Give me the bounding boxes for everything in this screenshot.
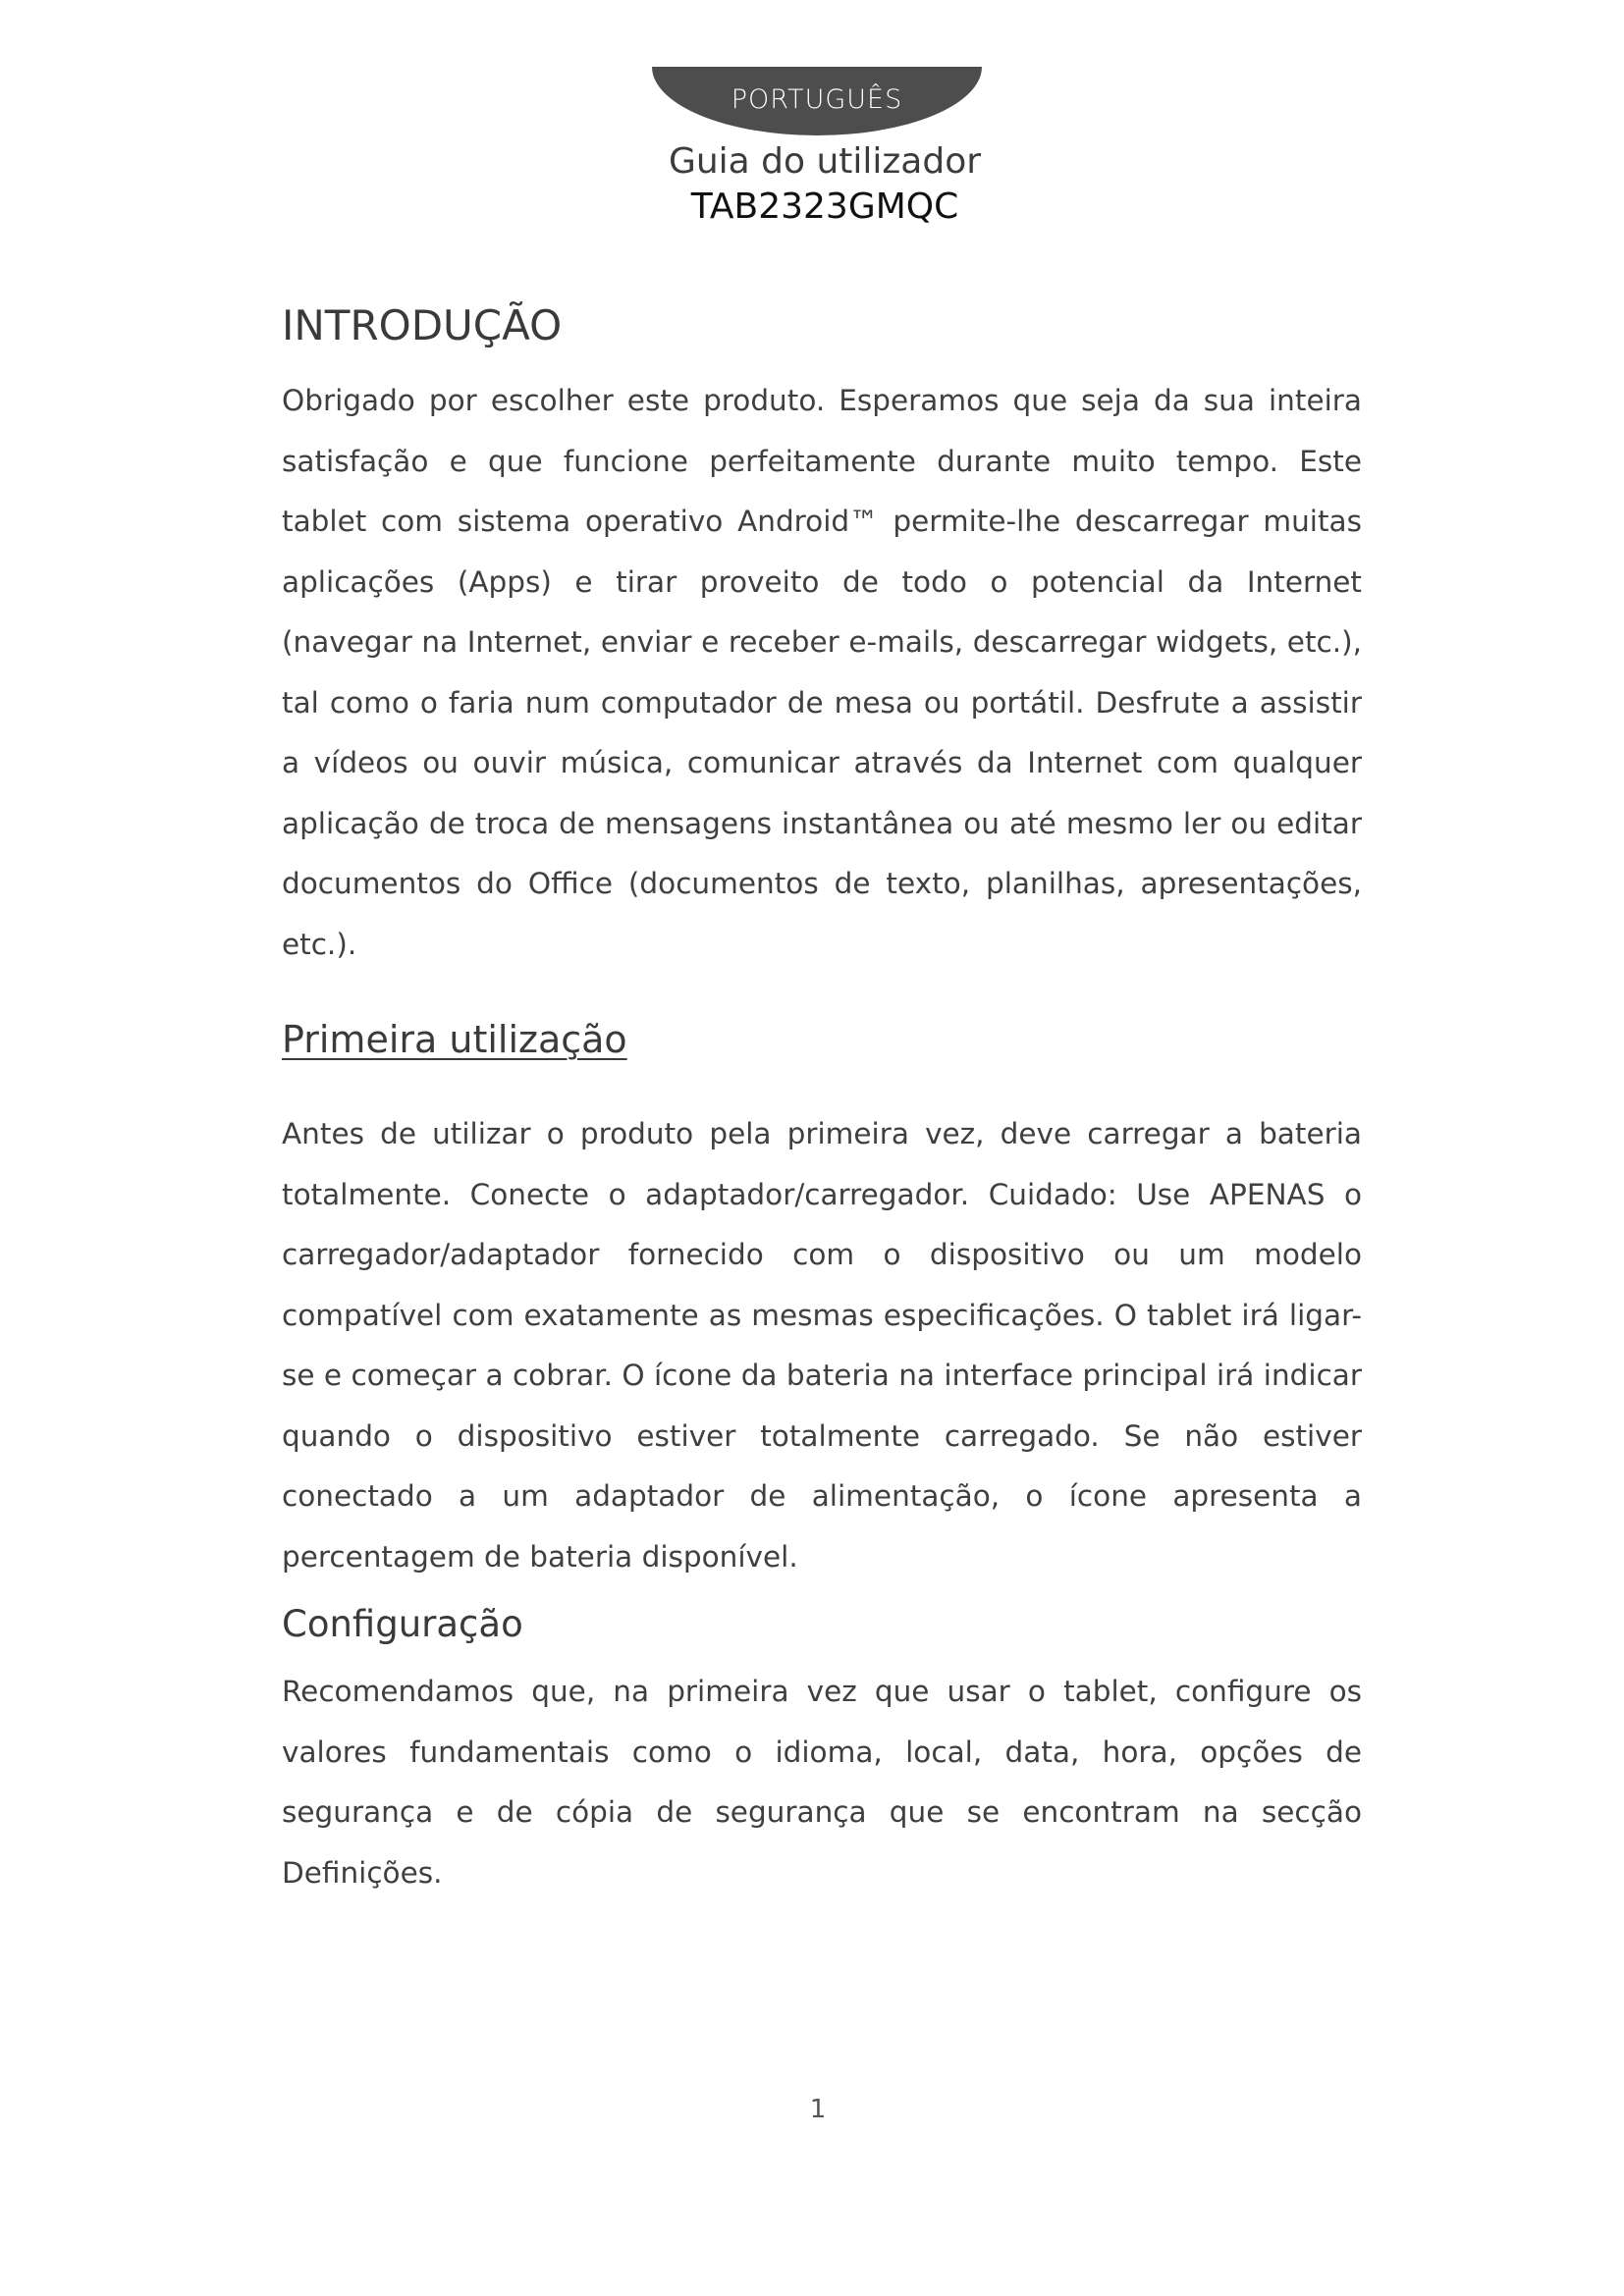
intro-paragraph: Obrigado por escolher este produto. Esperamos que seja da sua inteira satisfação e que funcione perfeitamente durante muito tempo. Este tablet com sistema operativo Android™ permite-lhe descarregar muitas aplicações (Apps) e tirar proveito de todo o potencial da Internet (navegar na Internet, enviar e receber e-mails, descarregar widgets, etc.), tal como o faria num computador de mesa ou portátil. Desfrute a assistir a vídeos ou ouvir música, comunicar através da Internet com qualquer aplicação de troca de mensagens instantânea ou até mesmo ler ou editar documentos do Office (documentos de texto, planilhas, apresentações, etc.). [282,384,1362,961]
intro-heading: INTRODUÇÃO [282,301,563,349]
configuration-paragraph: Recomendamos que, na primeira vez que usar o tablet, configure os valores fundamentais como o idioma, local, data, hora, opções de segurança e de cópia de segurança que se encontram na secção Definições. [282,1675,1362,1890]
language-tab [652,67,982,135]
configuration-heading: Configuração [282,1603,523,1645]
guide-title: Guia do utilizador [668,141,982,182]
model-number: TAB2323GMQC [690,187,959,227]
page-number: 1 [809,2095,827,2124]
first-use-heading: Primeira utilização [282,1018,627,1061]
language-label: PORTUGUÊS [731,83,903,115]
document-body [282,294,1362,1903]
first-use-paragraph: Antes de utilizar o produto pela primeira vez, deve carregar a bateria totalmente. Conecte o adaptador/carregador. Cuidado: Use APENAS o carregador/adaptador fornecido com o dispositivo ou um modelo compatível com exatamente as mesmas especificações. O tablet irá ligar-se e começar a cobrar. O ícone da bateria na interface principal irá indicar quando o dispositivo estiver totalmente carregado. Se não estiver conectado a um adaptador de alimentação, o ícone apresenta a percentagem de bateria disponível. [282,1117,1362,1574]
